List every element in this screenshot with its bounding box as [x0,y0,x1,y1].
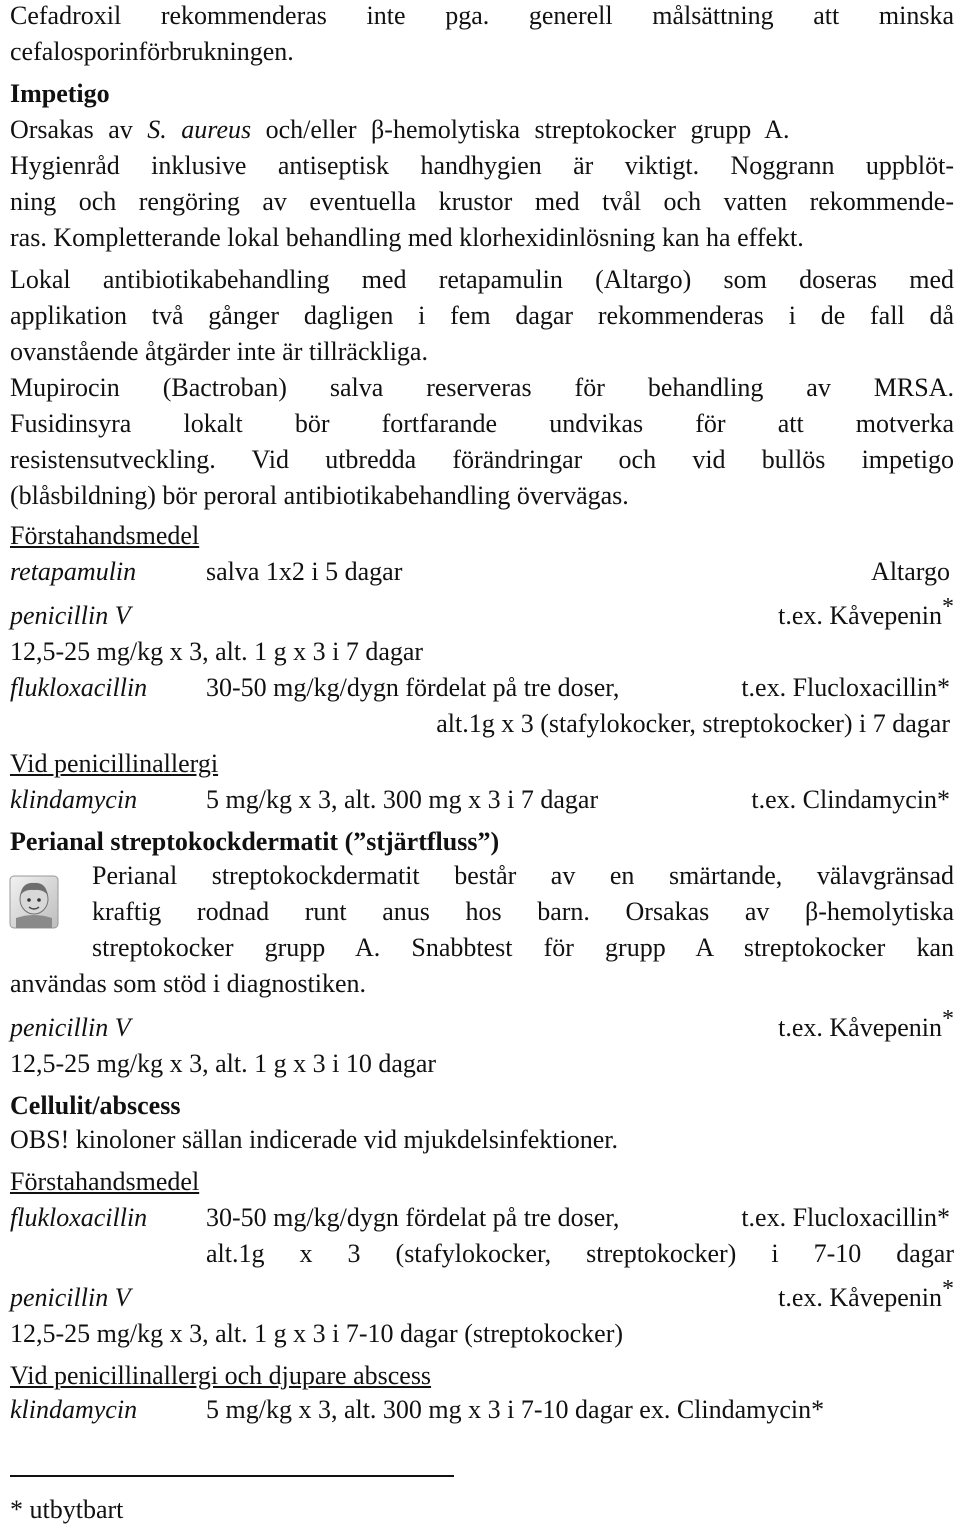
cellulit-penicillin-dose: 12,5-25 mg/kg x 3, alt. 1 g x 3 i 7-10 dagar (streptokocker) [10,1319,624,1348]
drug-dose: 5 mg/kg x 3, alt. 300 mg x 3 i 7-10 dagar ex. Clindamycin* [206,1395,825,1424]
drug-row-penicillin-cellulit [10,1276,954,1316]
drug-row-flukloxacillin-cellulit [10,1200,954,1236]
drug-name: flukloxacillin [10,1203,148,1232]
perianal-line-3: streptokocker grupp A. Snabbtest för grupp A streptokocker kan [92,933,954,962]
cellulit-first-line-heading: Förstahandsmedel [10,1167,200,1196]
impetigo-line-10: resistensutveckling. Vid utbredda förändringar och vid bullös impetigo [10,445,954,474]
substitutable-marker: * [942,1276,954,1302]
drug-row-retapamulin [10,554,954,590]
intro-line-1: Cefadroxil rekommenderas inte pga. generell målsättning att minska [10,1,954,30]
impetigo-cause [10,112,954,148]
impetigo-heading: Impetigo [10,79,110,108]
drug-brand: Altargo [871,557,950,586]
drug-name: penicillin V [10,601,131,630]
cellulit-flukloxacillin-dose-2: alt.1g x 3 (stafylokocker, streptokocker) i 7-10 dagar [206,1239,954,1268]
impetigo-line-8: Mupirocin (Bactroban) salva reserveras för behandling av MRSA. [10,373,954,402]
drug-name: klindamycin [10,785,138,814]
footnote-divider [10,1475,454,1477]
impetigo-line-9: Fusidinsyra lokalt bör fortfarande undvikas för att motverka [10,409,954,438]
drug-brand: t.ex. Kåvepenin [778,1013,942,1042]
perianal-heading: Perianal streptokockdermatit (”stjärtfluss”) [10,827,500,856]
flukloxacillin-dose-2: alt.1g x 3 (stafylokocker, streptokocker) i 7 dagar [436,709,950,738]
impetigo-line-3: ning och rengöring av eventuella krustor med tvål och vatten rekommende- [10,187,954,216]
cause-suffix: och/eller β-hemolytiska streptokocker grupp A. [251,115,790,144]
species-name: S. aureus [147,115,252,144]
drug-brand: t.ex. Flucloxacillin* [741,1203,950,1232]
cellulit-note: OBS! kinoloner sällan indicerade vid mjukdelsinfektioner. [10,1125,618,1154]
perianal-line-1: Perianal streptokockdermatit består av en smärtande, välavgränsad [92,861,954,890]
first-line-heading: Förstahandsmedel [10,521,200,550]
penicillin-dose: 12,5-25 mg/kg x 3, alt. 1 g x 3 i 7 dagar [10,637,424,666]
drug-row-klindamycin [10,782,954,818]
intro-line-2: cefalosporinförbrukningen. [10,37,294,66]
cause-prefix: Orsakas av [10,115,148,144]
drug-name: retapamulin [10,557,137,586]
impetigo-line-7: ovanstående åtgärder inte är tillräckliga. [10,337,428,366]
allergy-heading: Vid penicillinallergi [10,749,219,778]
drug-dose: 5 mg/kg x 3, alt. 300 mg x 3 i 7 dagar [206,785,599,814]
drug-row-penicillin [10,594,954,634]
substitutable-marker: * [942,1006,954,1032]
drug-brand: t.ex. Kåvepenin [778,601,942,630]
drug-name: flukloxacillin [10,673,148,702]
perianal-line-4: användas som stöd i diagnostiken. [10,969,367,998]
drug-dose: 30-50 mg/kg/dygn fördelat på tre doser, [206,1203,620,1232]
drug-row-penicillin-perianal [10,1006,954,1046]
footnote: * utbytbart [10,1495,124,1524]
drug-brand: t.ex. Clindamycin* [751,785,950,814]
drug-name: klindamycin [10,1395,138,1424]
cellulit-allergy-heading: Vid penicillinallergi och djupare abscess [10,1361,432,1390]
drug-name: penicillin V [10,1283,131,1312]
perianal-line-2: kraftig rodnad runt anus hos barn. Orsakas av β-hemolytiska [92,897,954,926]
impetigo-line-11: (blåsbildning) bör peroral antibiotikabehandling övervägas. [10,481,629,510]
perianal-penicillin-dose: 12,5-25 mg/kg x 3, alt. 1 g x 3 i 10 dagar [10,1049,437,1078]
drug-dose: salva 1x2 i 5 dagar [206,557,403,586]
drug-name: penicillin V [10,1013,131,1042]
drug-dose: 30-50 mg/kg/dygn fördelat på tre doser, [206,673,620,702]
impetigo-line-2: Hygienråd inklusive antiseptisk handhygien är viktigt. Noggrann uppblöt- [10,151,954,180]
impetigo-line-4: ras. Kompletterande lokal behandling med klorhexidinlösning kan ha effekt. [10,223,804,252]
impetigo-line-5: Lokal antibiotikabehandling med retapamulin (Altargo) som doseras med [10,265,954,294]
impetigo-line-6: applikation två gånger dagligen i fem dagar rekommenderas i de fall då [10,301,954,330]
drug-brand: t.ex. Kåvepenin [778,1283,942,1312]
drug-brand: t.ex. Flucloxacillin* [741,673,950,702]
drug-row-klindamycin-cellulit [10,1392,954,1428]
drug-row-flukloxacillin [10,670,954,706]
substitutable-marker: * [942,594,954,620]
child-face-icon [0,874,60,930]
cellulit-heading: Cellulit/abscess [10,1091,181,1120]
